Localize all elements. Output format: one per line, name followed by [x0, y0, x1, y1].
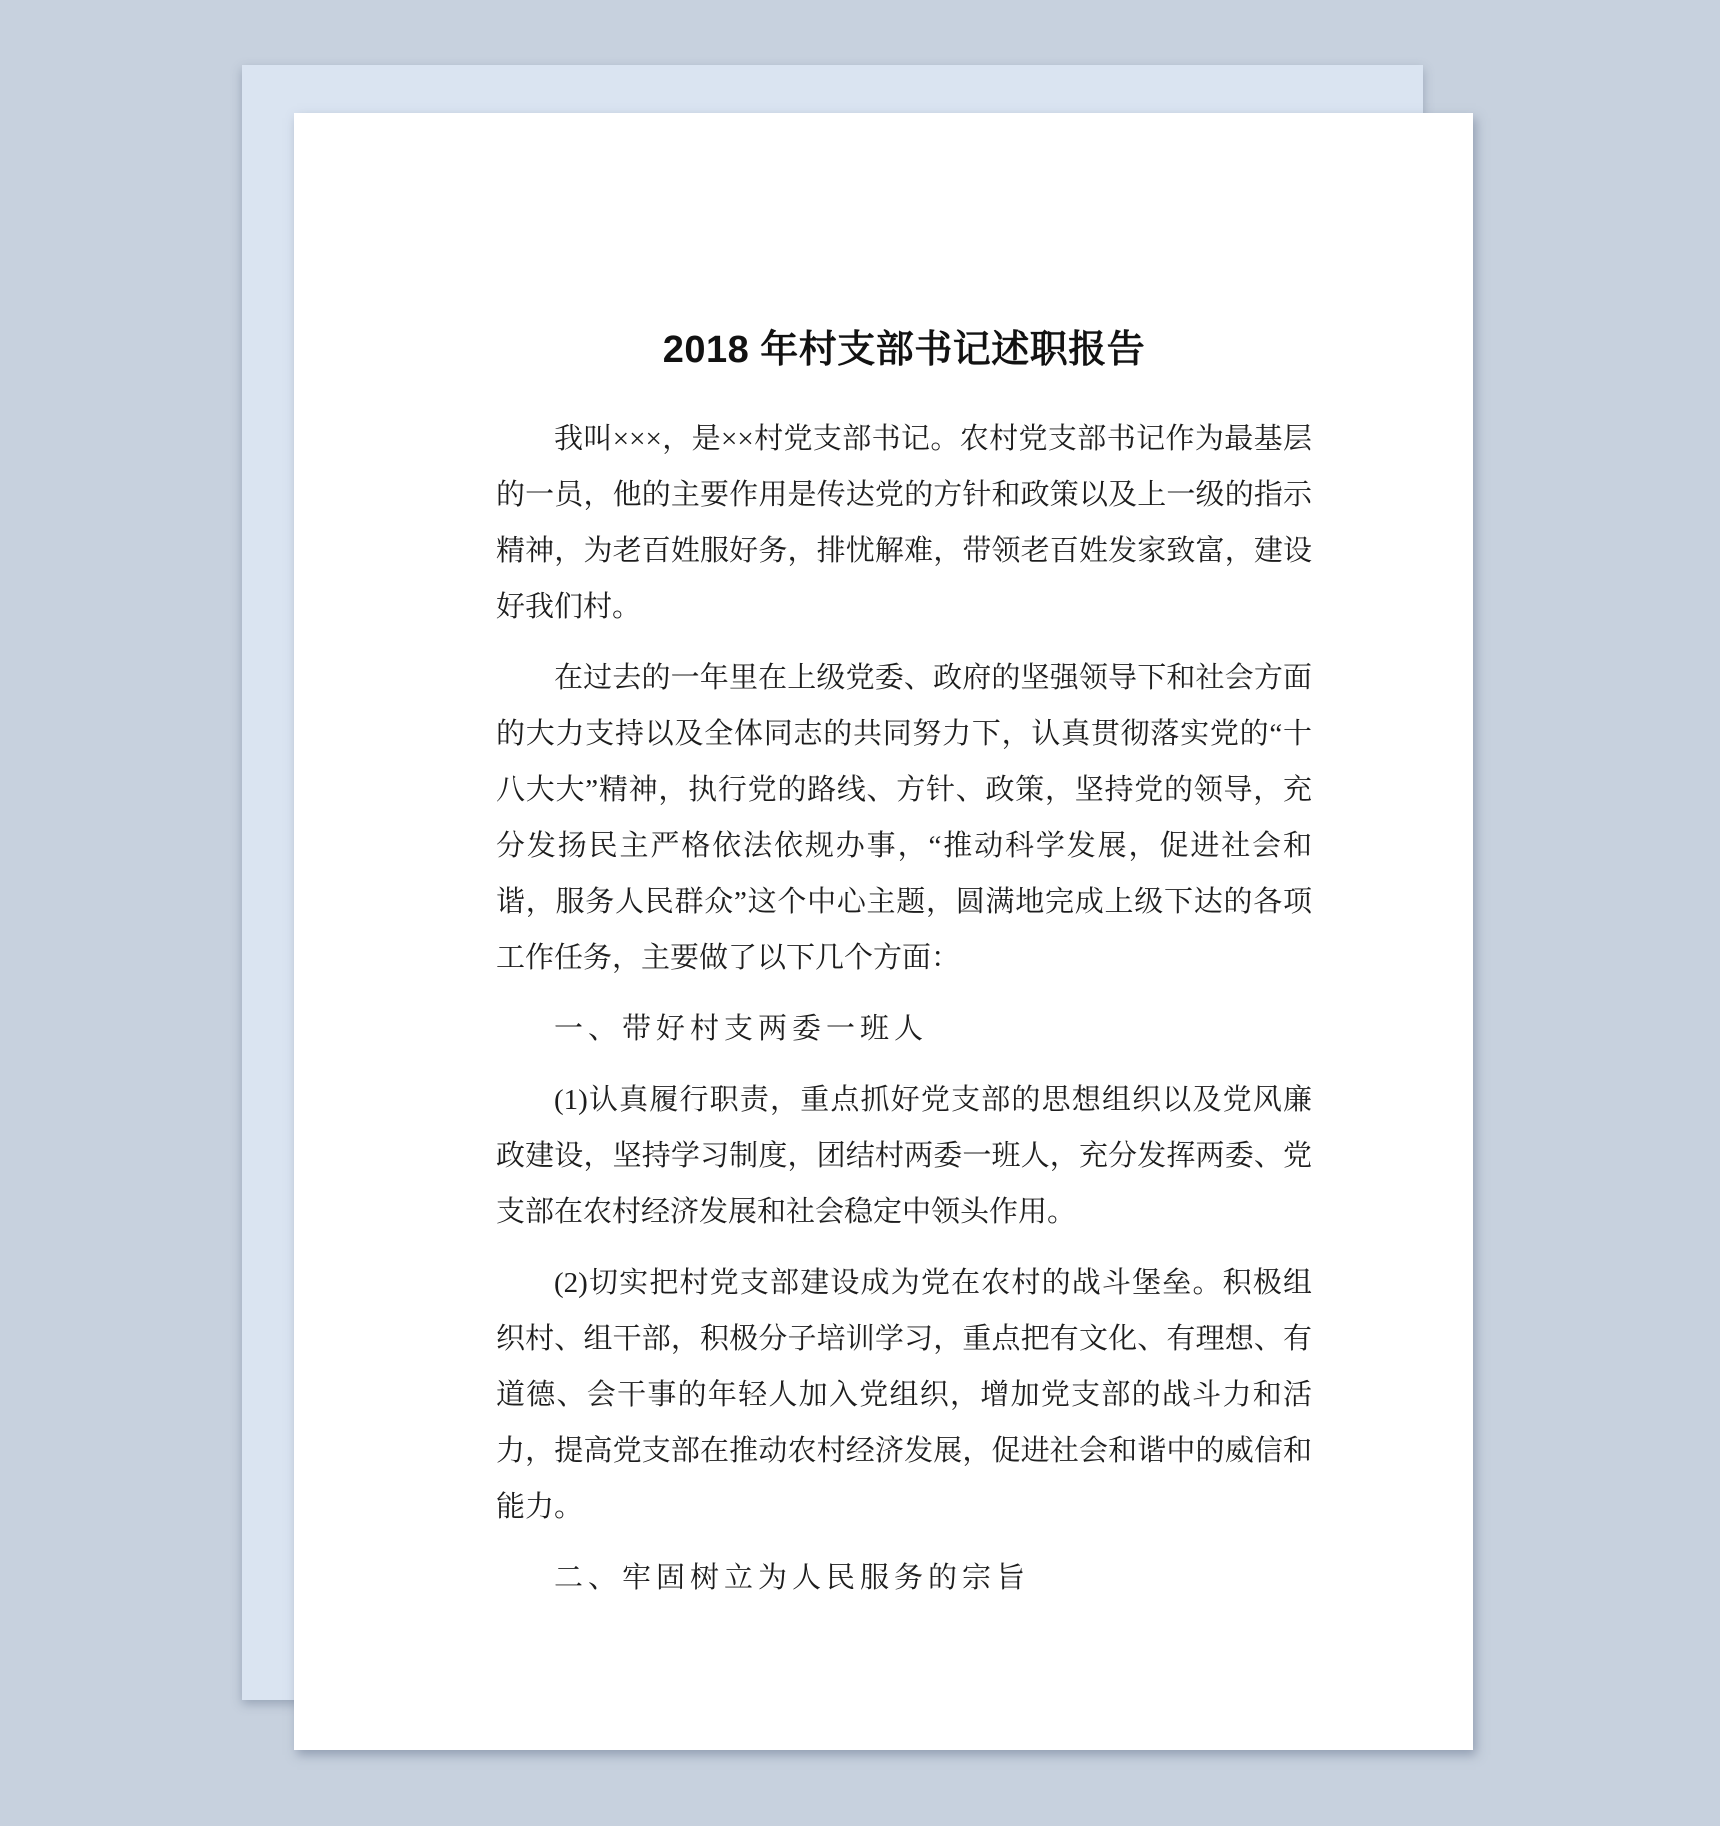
section-heading: 二、牢固树立为人民服务的宗旨: [554, 1562, 1031, 1594]
body-paragraph: 我叫×××，是××村党支部书记。农村党支部书记作为最基层的一员，他的主要作用是传达党的方针和政策以及上一级的指示精神，为老百姓服好务，排忧解难，带领老百姓发家致富，建设好我们村。: [496, 423, 1312, 623]
document-body: [496, 411, 1312, 1606]
body-paragraph: 在过去的一年里在上级党委、政府的坚强领导下和社会方面的大力支持以及全体同志的共同努力下，认真贯彻落实党的“十八大大”精神，执行党的路线、方针、政策，坚持党的领导，充分发扬民主严格依法依规办事，“推动科学发展，促进社会和谐，服务人民群众”这个中心主题，圆满地完成上级下达的各项工作任务，主要做了以下几个方面：: [496, 662, 1312, 974]
body-paragraph: (1)认真履行职责，重点抓好党支部的思想组织以及党风廉政建设，坚持学习制度，团结村两委一班人，充分发挥两委、党支部在农村经济发展和社会稳定中领头作用。: [496, 1084, 1312, 1228]
body-paragraph: (2)切实把村党支部建设成为党在农村的战斗堡垒。积极组织村、组干部，积极分子培训学习，重点把有文化、有理想、有道德、会干事的年轻人加入党组织，增加党支部的战斗力和活力，提高党支部在推动农村经济发展，促进社会和谐中的威信和能力。: [496, 1267, 1312, 1523]
section-heading: 一、带好村支两委一班人: [554, 1013, 929, 1045]
document-page: [294, 113, 1473, 1750]
document-title: 2018 年村支部书记述职报告: [662, 329, 1146, 371]
document-content: [496, 322, 1312, 1621]
